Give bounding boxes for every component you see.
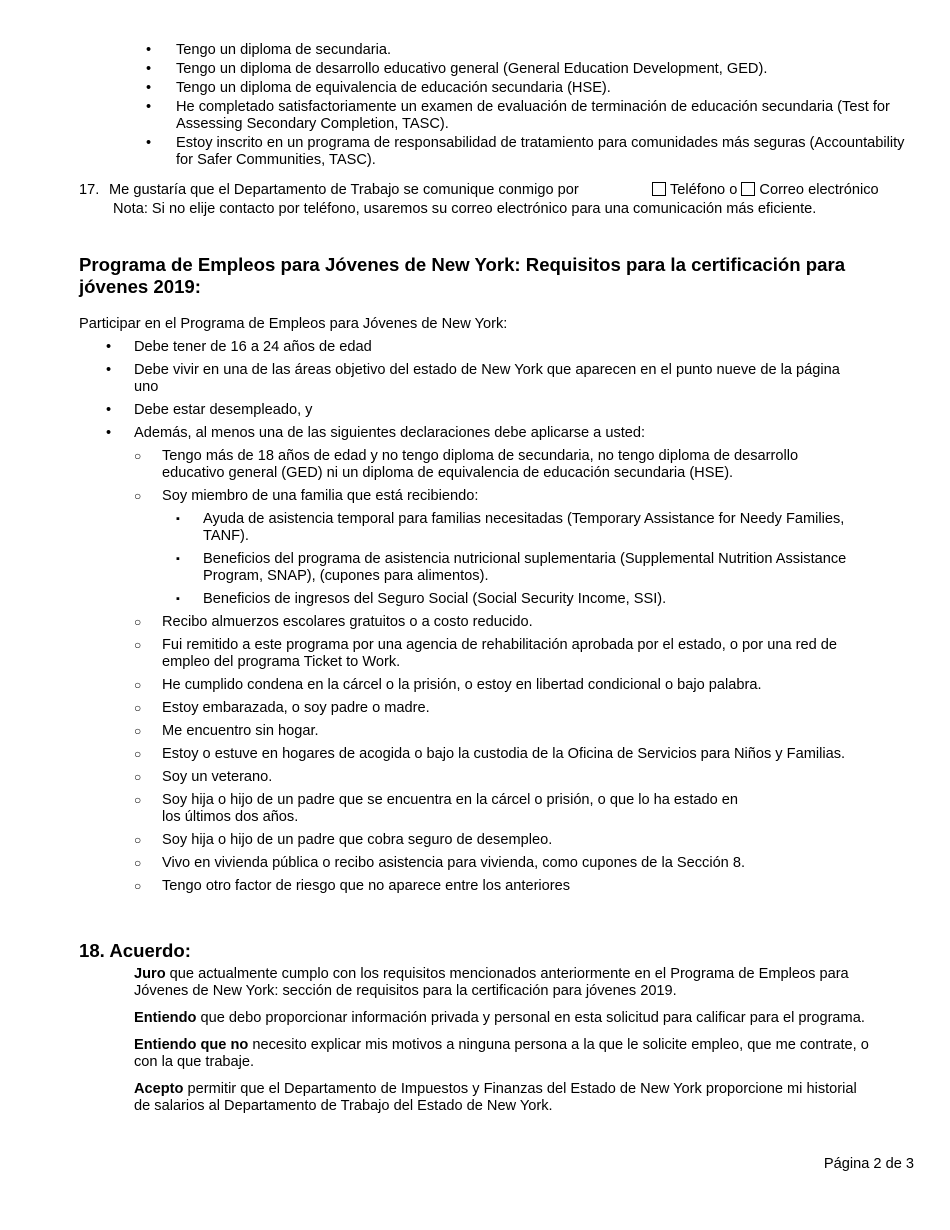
list-item: • He completado satisfactoriamente un examen de evaluación de terminación de educación secundaria (Test for Assessing Secondary Completion, TASC).	[176, 99, 916, 133]
list-item: ○ He cumplido condena en la cárcel o la prisión, o estoy en libertad condicional o bajo palabra.	[134, 677, 854, 694]
list-item: ▪ Beneficios de ingresos del Seguro Social (Social Security Income, SSI).	[176, 591, 854, 608]
list-item: • Tengo un diploma de secundaria.	[176, 42, 916, 59]
requirements-list	[134, 339, 854, 901]
email-checkbox[interactable]	[741, 182, 755, 196]
list-item: • Tengo un diploma de equivalencia de educación secundaria (HSE).	[176, 80, 916, 97]
agreement-body	[134, 966, 874, 1125]
list-item: ○ Estoy o estuve en hogares de acogida o bajo la custodia de la Oficina de Servicios para Niños y Familias.	[134, 746, 854, 763]
contact-note: Nota: Si no elije contacto por teléfono, usaremos su correo electrónico para una comunicación más eficiente.	[113, 201, 817, 217]
list-item: • Debe vivir en una de las áreas objetivo del estado de New York que aparecen en el punto nueve de la página uno	[134, 362, 854, 396]
list-item: ○ Fui remitido a este programa por una agencia de rehabilitación aprobada por el estado, o por una red de empleo del programa Ticket to Work.	[134, 637, 854, 671]
agreement-paragraph: Entiendo que no necesito explicar mis motivos a ninguna persona a la que le solicite empleo, que me contrate, o con la que trabaje.	[134, 1037, 869, 1070]
list-item: • Además, al menos una de las siguientes declaraciones debe aplicarse a usted: ○ Tengo más de 18 años de edad y no tengo diploma de secundaria, no tengo diploma de desarrollo educativo general (GED) ni un diploma de equivalencia de educación secundaria (HSE). ○ Soy miembro de una familia que está recibiendo: ▪ Ayuda de asistencia temporal para familias necesitadas (Temporary Assistance for Needy Families, TANF). ▪ Beneficios del programa de asistencia nutricional suplementaria (Supplemental Nutrition Assistance Program, SNAP), (cupones para alimentos). ▪ Beneficios de ingresos del Seguro Social (Social Security Income, SSI). ○ Recibo almuerzos escolares gratuitos o a costo reducido. ○ Fui remitido a este programa por una agencia de rehabilitación aprobada por el estado, o por una red de empleo del programa Ticket to Work. ○ He cumplido condena en la cárcel o la prisión, o estoy en libertad condicional o bajo palabra. ○ Estoy embarazada, o soy padre o madre. ○ Me encuentro sin hogar. ○ Estoy o estuve en hogares de acogida o bajo la custodia de la Oficina de Servicios para Niños y Familias. ○ Soy un veterano. ○ Soy hija o hijo de un padre que se encuentra en la cárcel o prisión, o que lo ha estado en los últimos dos años. ○ Soy hija o hijo de un padre que cobra seguro de desempleo. ○ Vivo en vivienda pública o recibo asistencia para vivienda, como cupones de la Sección 8. ○ Tengo otro factor de riesgo que no aparece entre los anteriores	[134, 425, 854, 895]
list-item: ○ Tengo otro factor de riesgo que no aparece entre los anteriores	[134, 878, 854, 895]
list-item: ○ Soy un veterano.	[134, 769, 854, 786]
list-item: • Estoy inscrito en un programa de responsabilidad de tratamiento para comunidades más seguras (Accountability for Safer Communities, TASC).	[176, 135, 916, 169]
statements-list	[134, 448, 854, 895]
list-item: ○ Vivo en vivienda pública o recibo asistencia para vivienda, como cupones de la Sección 8.	[134, 855, 854, 872]
contact-options	[652, 182, 879, 199]
list-item: ○ Tengo más de 18 años de edad y no tengo diploma de secundaria, no tengo diploma de desarrollo educativo general (GED) ni un diploma de equivalencia de educación secundaria (HSE).	[134, 448, 854, 482]
list-item: ▪ Ayuda de asistencia temporal para familias necesitadas (Temporary Assistance for Needy Families, TANF).	[176, 511, 854, 545]
question-number: 17.	[79, 182, 100, 198]
list-item: ○ Soy hija o hijo de un padre que se encuentra en la cárcel o prisión, o que lo ha estado en los últimos dos años.	[134, 792, 854, 826]
agreement-title: 18. Acuerdo:	[79, 940, 191, 961]
section-title: Programa de Empleos para Jóvenes de New York: Requisitos para la certificación para jóvenes 2019:	[79, 254, 846, 297]
email-option-label: Correo electrónico	[759, 182, 879, 198]
section-intro: Participar en el Programa de Empleos para Jóvenes de New York:	[79, 316, 508, 332]
phone-option-label: Teléfono o	[670, 182, 738, 198]
list-item: • Debe tener de 16 a 24 años de edad	[134, 339, 854, 356]
question-text: Me gustaría que el Departamento de Trabajo se comunique conmigo por	[109, 182, 579, 198]
list-item: ▪ Beneficios del programa de asistencia nutricional suplementaria (Supplemental Nutrition Assistance Program, SNAP), (cupones para alimentos).	[176, 551, 854, 585]
list-item: ○ Soy miembro de una familia que está recibiendo: ▪ Ayuda de asistencia temporal para familias necesitadas (Temporary Assistance for Needy Families, TANF). ▪ Beneficios del programa de asistencia nutricional suplementaria (Supplemental Nutrition Assistance Program, SNAP), (cupones para alimentos). ▪ Beneficios de ingresos del Seguro Social (Social Security Income, SSI).	[134, 488, 854, 608]
agreement-paragraph: Entiendo que debo proporcionar información privada y personal en esta solicitud para calificar para el programa.	[134, 1010, 865, 1026]
agreement-paragraph: Acepto permitir que el Departamento de Impuestos y Finanzas del Estado de New York proporcione mi historial de salarios al Departamento de Trabajo del Estado de New York.	[134, 1081, 857, 1114]
education-bullet-list	[176, 42, 916, 171]
list-item: • Debe estar desempleado, y	[134, 402, 854, 419]
list-item: ○ Recibo almuerzos escolares gratuitos o a costo reducido.	[134, 614, 854, 631]
list-item: • Tengo un diploma de desarrollo educativo general (General Education Development, GED).	[176, 61, 916, 78]
benefits-list	[176, 511, 854, 608]
list-item: ○ Soy hija o hijo de un padre que cobra seguro de desempleo.	[134, 832, 854, 849]
list-item: ○ Me encuentro sin hogar.	[134, 723, 854, 740]
page-number: Página 2 de 3	[823, 1156, 914, 1172]
phone-checkbox[interactable]	[652, 182, 666, 196]
agreement-paragraph: Juro que actualmente cumplo con los requisitos mencionados anteriormente en el Programa de Empleos para Jóvenes de New York: sección de requisitos para la certificación para jóvenes 2019.	[134, 966, 849, 999]
list-item: ○ Estoy embarazada, o soy padre o madre.	[134, 700, 854, 717]
